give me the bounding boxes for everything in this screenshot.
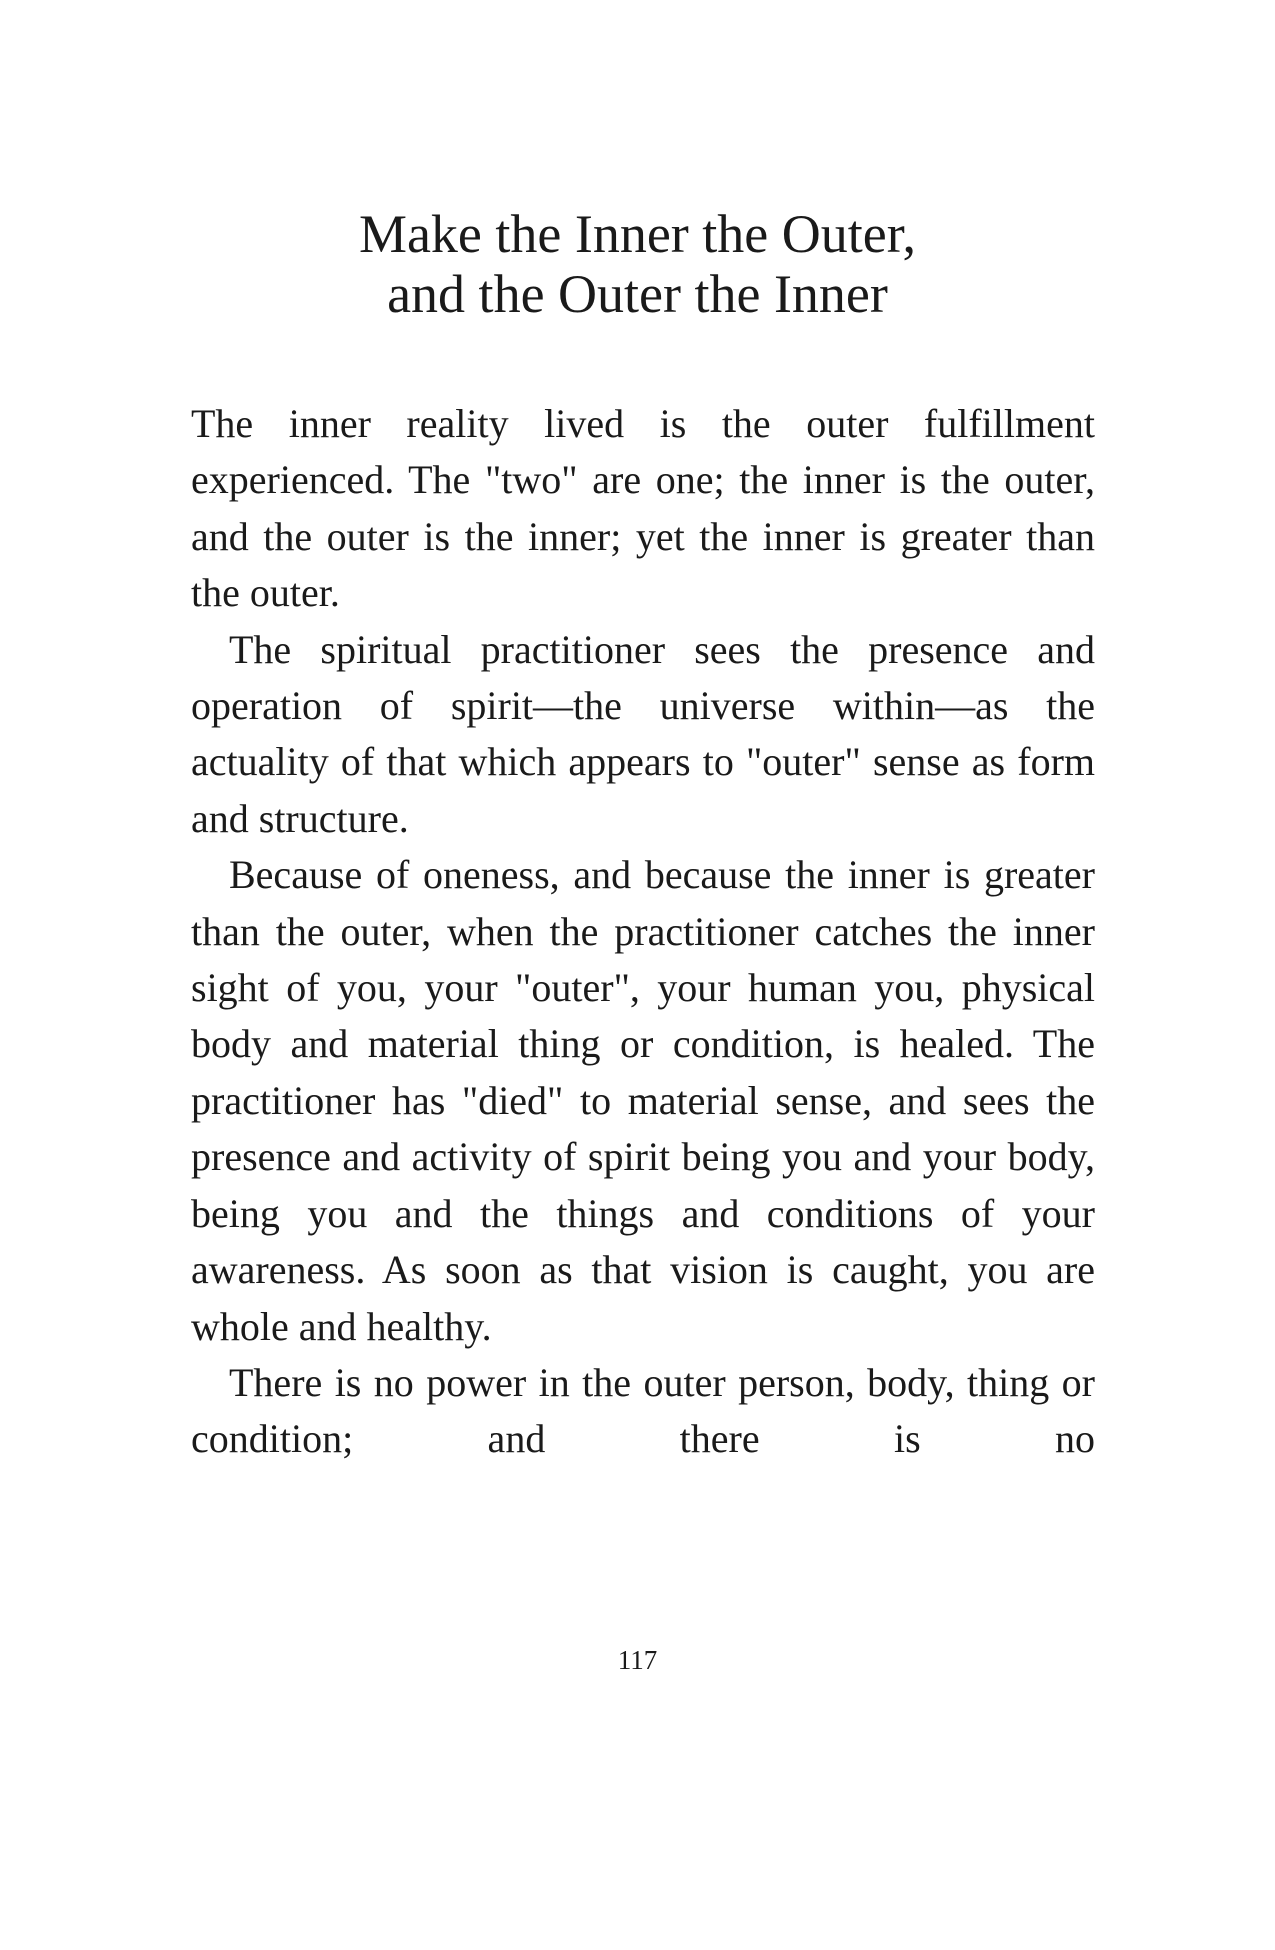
chapter-title-line-1: Make the Inner the Outer, (358, 204, 917, 264)
chapter-title-line-2: and the Outer the Inner (387, 264, 888, 324)
paragraph-3: Because of oneness, and because the inner is greater than the outer, when the practitioner catches the inner sight of you, your "outer", your human you, physical body and material thing or condition, is healed. The practitioner has "died" to material sense, and sees the presence and activity of spirit being you and your body, being you and the things and conditions of your awareness. As soon as that vision is caught, you are whole and healthy. (191, 852, 1095, 1349)
body-text (191, 396, 1095, 1468)
chapter-title (0, 204, 1275, 324)
page-number: 117 (617, 1645, 658, 1675)
paragraph-4: There is no power in the outer person, body, thing or condition; and there is no (191, 1359, 1095, 1462)
paragraph-2: The spiritual practitioner sees the presence and operation of spirit—the universe within—as the actuality of that which appears to "outer" sense as form and structure. (191, 626, 1095, 841)
paragraph-1: The inner reality lived is the outer fulfillment experienced. The "two" are one; the inner is the outer, and the outer is the inner; yet the inner is greater than the outer. (191, 401, 1095, 616)
